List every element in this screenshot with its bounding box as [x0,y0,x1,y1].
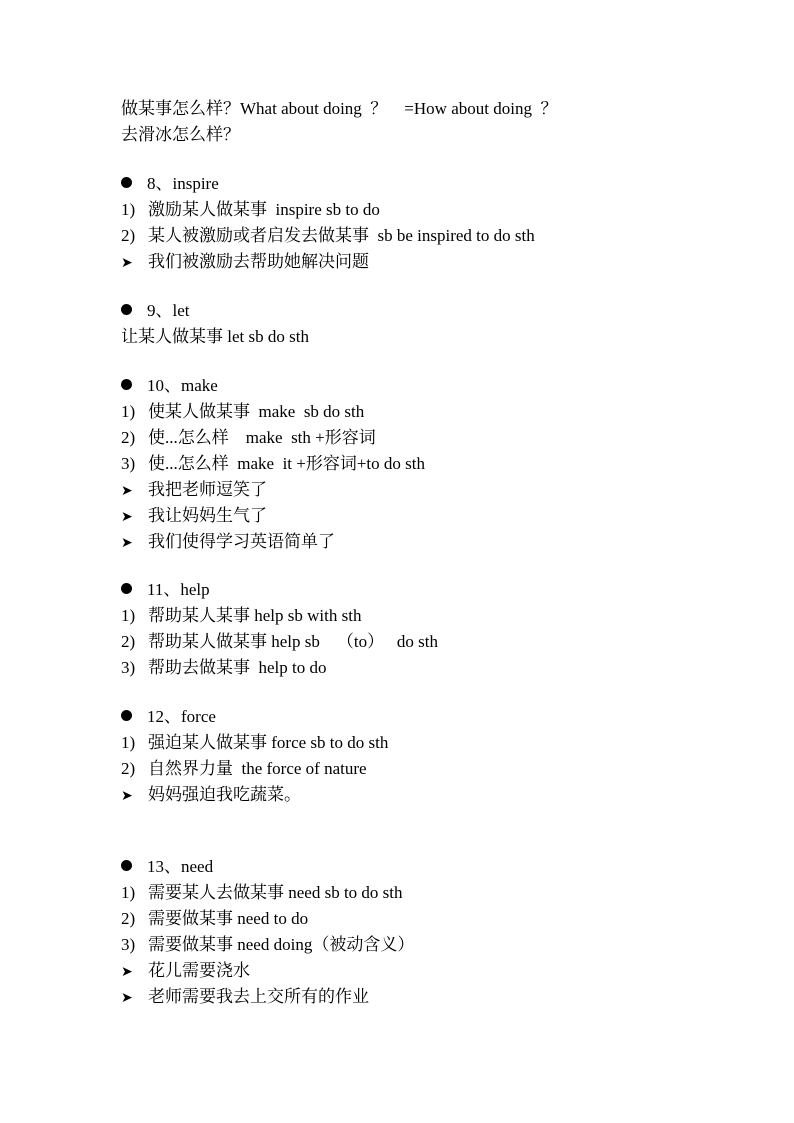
example-item [121,783,301,808]
item-text: 激励某人做某事 inspire sb to do [148,200,380,219]
item-text: 老师需要我去上交所有的作业 [148,987,369,1006]
example-item [121,250,369,275]
item-number: 3) [121,454,136,473]
item-text: 使某人做某事 make sb do sth [148,402,365,421]
plain-item [121,325,309,349]
bullet-dot-icon [121,710,132,721]
section-heading-text: 8、inspire [147,174,219,193]
item-text: 自然界力量 the force of nature [148,759,367,778]
arrow-bullet-icon: ➤ [121,788,133,804]
numbered-item [121,757,367,781]
item-text: 帮助某人某事 help sb with sth [148,606,362,625]
item-text: 我们使得学习英语简单了 [148,532,335,551]
arrow-bullet-icon: ➤ [121,255,133,271]
intro-line-1: 做某事怎么样？What about doing ？ =How about doing ？ [121,99,558,118]
bullet-dot-icon [121,177,132,188]
arrow-bullet-icon: ➤ [121,509,133,525]
section-heading [121,299,190,323]
item-number: 2) [121,909,136,928]
numbered-item [121,198,380,222]
arrow-bullet-icon: ➤ [121,483,133,499]
item-text: 需要某人去做某事 need sb to do sth [148,883,403,902]
numbered-item [121,400,364,424]
item-text: 需要做某事 need doing（被动含义） [148,935,415,954]
item-number: 3) [121,935,136,954]
item-number: 3) [121,658,136,677]
section-heading [121,855,213,879]
item-number: 2) [121,226,136,245]
numbered-item [121,426,376,450]
item-number: 1) [121,402,136,421]
section-heading-text: 12、force [147,707,216,726]
section-heading-text: 11、help [147,580,210,599]
numbered-item [121,452,425,476]
bullet-dot-icon [121,860,132,871]
example-item [121,530,335,555]
item-text: 使...怎么样 make sth +形容词 [148,428,376,447]
numbered-item [121,656,327,680]
item-number: 1) [121,883,136,902]
bullet-dot-icon [121,379,132,390]
intro-line-2: 去滑冰怎么样？ [121,125,240,144]
item-text: 某人被激励或者启发去做某事 sb be inspired to do sth [148,226,535,245]
bullet-dot-icon [121,304,132,315]
item-text: 我把老师逗笑了 [148,480,267,499]
arrow-bullet-icon: ➤ [121,535,133,551]
section-heading-text: 10、make [147,376,218,395]
item-text: 使...怎么样 make it +形容词+to do sth [148,454,425,473]
item-text: 需要做某事 need to do [148,909,309,928]
numbered-item [121,907,308,931]
item-text: 我们被激励去帮助她解决问题 [148,252,369,271]
item-number: 1) [121,200,136,219]
section-heading-text: 9、let [147,301,190,320]
item-text: 强迫某人做某事 force sb to do sth [148,733,389,752]
item-number: 2) [121,632,136,651]
item-text: 让某人做某事 let sb do sth [121,327,309,346]
item-number: 1) [121,606,136,625]
item-text: 帮助去做某事 help to do [148,658,327,677]
section-heading-text: 13、need [147,857,214,876]
numbered-item [121,630,438,654]
item-text: 我让妈妈生气了 [148,506,267,525]
arrow-bullet-icon: ➤ [121,964,133,980]
numbered-item [121,933,414,957]
section-heading [121,705,216,729]
section-heading [121,172,219,196]
item-number: 2) [121,428,136,447]
bullet-dot-icon [121,583,132,594]
item-text: 妈妈强迫我吃蔬菜。 [148,785,301,804]
example-item [121,959,250,984]
item-text: 帮助某人做某事 help sb （to） do sth [148,632,438,651]
item-number: 2) [121,759,136,778]
item-number: 1) [121,733,136,752]
section-heading [121,578,210,602]
numbered-item [121,881,403,905]
arrow-bullet-icon: ➤ [121,990,133,1006]
numbered-item [121,224,535,248]
example-item [121,985,369,1010]
section-heading [121,374,218,398]
example-item [121,504,267,529]
example-item [121,478,267,503]
item-text: 花儿需要浇水 [148,961,250,980]
numbered-item [121,604,361,628]
numbered-item [121,731,388,755]
